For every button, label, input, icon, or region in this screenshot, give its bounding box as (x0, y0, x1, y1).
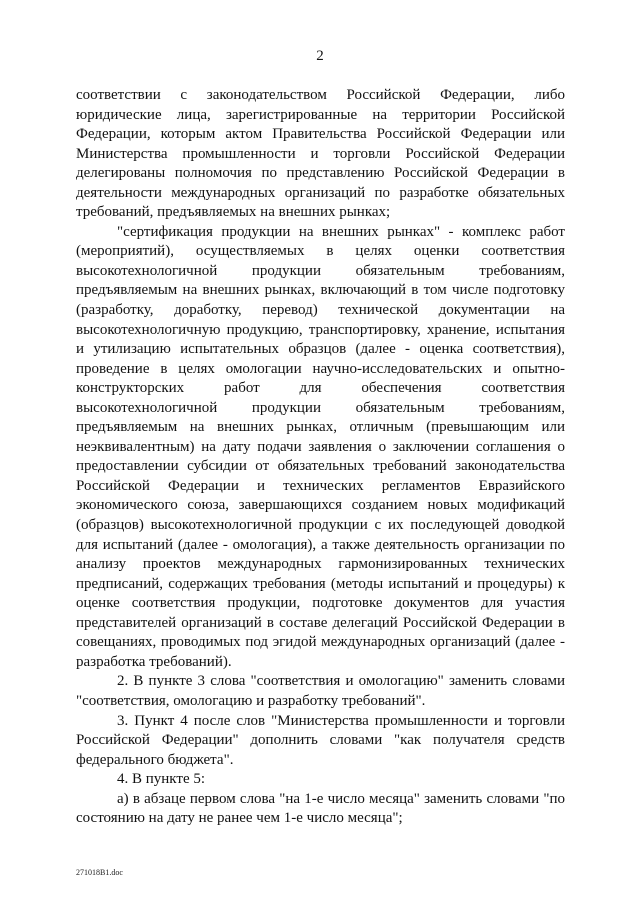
paragraph-item-4a: а) в абзаце первом слова "на 1-е число месяца" заменить словами "по состоянию на дату не ранее чем 1-е число месяца"; (76, 790, 565, 827)
paragraph-certification-definition: "сертификация продукции на внешних рынках" - комплекс работ (мероприятий), осуществляемых в целях оценки соответствия высокотехнологичной продукции обязательным требованиям, предъявляемым на внешних рынках, включающий в том числе подготовку (разработку, доработку, перевод) технической документации на высокотехнологичную продукцию, транспортировку, хранение, испытания и утилизацию испытательных образцов (далее - оценка соответствия), проведение в целях омологации научно-исследовательских и опытно-конструкторских работ для обеспечения соответствия высокотехнологичной продукции обязательным требованиям, предъявляемым на внешних рынках, отличным (превышающим или неэквивалентным) на дату подачи заявления о заключении соглашения о предоставлении субсидии от обязательных требований законодательства Российской Федерации и технических регламентов Евразийского экономического союза, завершающихся созданием новых модификаций (образцов) высокотехнологичной продукции с их последующей доводкой для испытаний (далее - омологация), а также деятельность организации по анализу проектов международных гармонизированных технических предписаний, содержащих требования (методы испытаний и процедуры) к оценке соответствия продукции, подготовке документов для участия представителей организаций в составе делегаций Российской Федерации в совещаниях, проводимых под эгидой международных организаций (далее - разработка требований). (76, 223, 565, 670)
document-code: 271018B1.doc (76, 868, 123, 877)
paragraph-item-2: 2. В пункте 3 слова "соответствия и омологацию" заменить словами "соответствия, омологацию и разработку требований". (76, 673, 565, 709)
paragraph-item-4: 4. В пункте 5: (117, 771, 206, 788)
paragraph-item-3: 3. Пункт 4 после слов "Министерства промышленности и торговли Российской Федерации" дополнить словами "как получателя средств федерального бюджета". (76, 712, 565, 768)
page-number: 2 (316, 48, 324, 64)
paragraph-continuation: соответствии с законодательством Российской Федерации, либо юридические лица, зарегистрированные на территории Российской Федерации, которым актом Правительства Российской Федерации или Министерства промышленности и торговли Российской Федерации делегированы полномочия по представлению Российской Федерации в деятельности международных организаций по разработке обязательных требований, предъявляемых на внешних рынках; (76, 87, 565, 221)
document-body (76, 86, 565, 829)
